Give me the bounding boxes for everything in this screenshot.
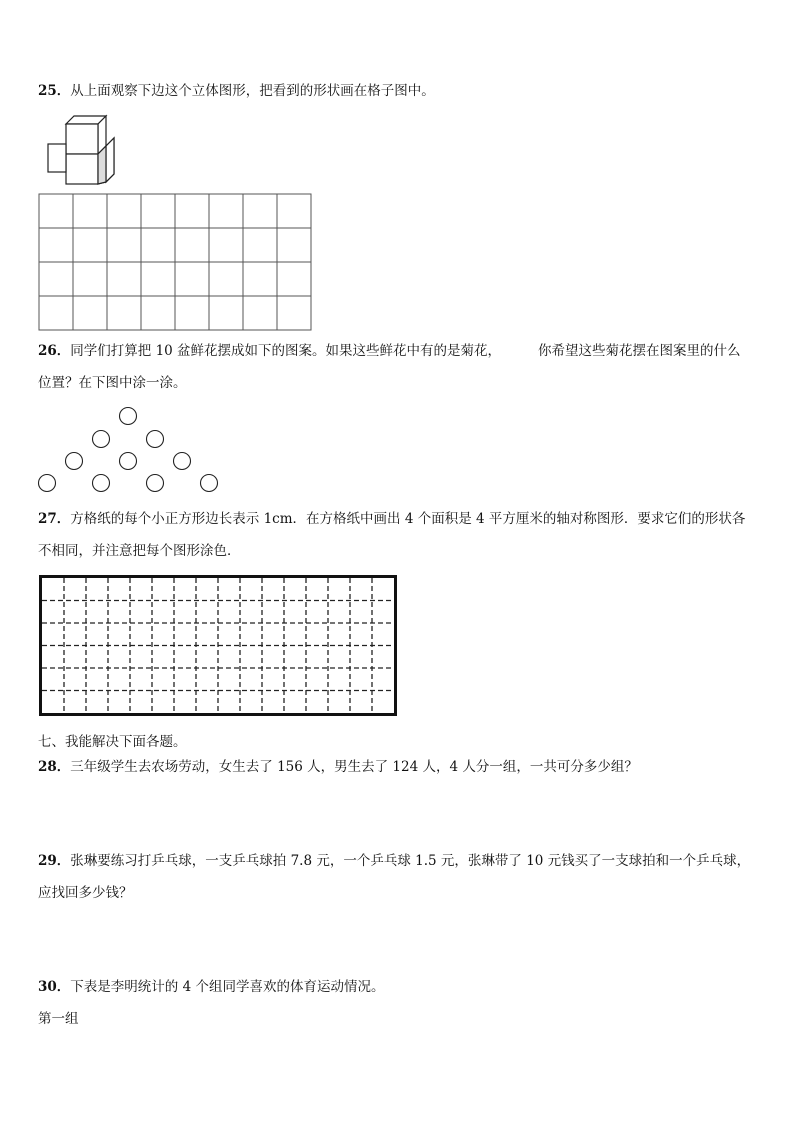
grid-cell[interactable] — [175, 296, 209, 330]
q26-flower-pattern — [30, 402, 230, 498]
grid-cell[interactable] — [39, 262, 73, 296]
grid-cell[interactable] — [243, 228, 277, 262]
grid-cell[interactable] — [73, 194, 107, 228]
flower-pot-circle[interactable] — [93, 431, 110, 448]
q29-number: 29． — [38, 853, 71, 869]
grid-cell[interactable] — [243, 296, 277, 330]
grid-cell[interactable] — [209, 228, 243, 262]
q25-grid[interactable] — [39, 194, 311, 330]
grid-cell[interactable] — [277, 262, 311, 296]
flower-pot-circle[interactable] — [120, 408, 137, 425]
q25-text: 从上面观察下边这个立体图形，把看到的形状画在格子图中。 — [70, 83, 435, 99]
grid-cell[interactable] — [243, 262, 277, 296]
q30-prompt — [38, 978, 384, 996]
grid-cell[interactable] — [277, 296, 311, 330]
flower-pot-circle[interactable] — [147, 431, 164, 448]
q30-number: 30． — [38, 979, 71, 995]
grid-cell[interactable] — [277, 194, 311, 228]
grid-cell[interactable] — [107, 228, 141, 262]
q26-prompt-line1-b: 你希望这些菊花摆在图案里的什么 — [538, 343, 741, 359]
grid-cell[interactable] — [39, 228, 73, 262]
grid-cell[interactable] — [39, 194, 73, 228]
grid-cell[interactable] — [209, 262, 243, 296]
grid-cell[interactable] — [243, 194, 277, 228]
q25-prompt — [38, 82, 435, 100]
q27-dashed-grid-paper[interactable] — [39, 575, 399, 718]
q26-prompt-line2: 位置？在下图中涂一涂。 — [38, 375, 187, 391]
q30-text: 下表是李明统计的 4 个组同学喜欢的体育运动情况。 — [70, 979, 385, 995]
q26-prompt-line1 — [38, 342, 501, 360]
flower-pot-circle[interactable] — [120, 453, 137, 470]
flower-pot-circle[interactable] — [66, 453, 83, 470]
q29-text: 张琳要练习打乒乓球，一支乒乓球拍 7.8 元，一个乒乓球 1.5 元，张琳带了 10 元钱买了一支球拍和一个乒乓球， — [70, 853, 751, 869]
q27-text: 方格纸的每个小正方形边长表示 1cm．在方格纸中画出 4 个面积是 4 平方厘米的轴对称图形．要求它们的形状各 — [70, 511, 746, 527]
grid-cell[interactable] — [141, 296, 175, 330]
q27-prompt-line2: 不相同，并注意把每个图形涂色． — [38, 543, 241, 559]
q27-number: 27． — [38, 511, 71, 527]
grid-cell[interactable] — [141, 228, 175, 262]
grid-cell[interactable] — [175, 262, 209, 296]
grid-cell[interactable] — [39, 296, 73, 330]
flower-pot-circle[interactable] — [147, 475, 164, 492]
grid-cell[interactable] — [107, 194, 141, 228]
q29-prompt-line1 — [38, 852, 750, 870]
q28-text: 三年级学生去农场劳动，女生去了 156 人，男生去了 124 人，4 人分一组，一共可分多少组？ — [70, 759, 638, 775]
q30-sub-heading: 第一组 — [38, 1011, 79, 1027]
grid-cell[interactable] — [107, 262, 141, 296]
q26-text-a: 同学们打算把 10 盆鲜花摆成如下的图案。如果这些鲜花中有的是菊花， — [70, 343, 502, 359]
grid-cell[interactable] — [141, 262, 175, 296]
flower-pot-circle[interactable] — [174, 453, 191, 470]
flower-pot-circle[interactable] — [201, 475, 218, 492]
q28-prompt — [38, 758, 638, 776]
q25-cube-figure — [44, 112, 124, 188]
grid-cell[interactable] — [73, 296, 107, 330]
flower-pot-circle[interactable] — [93, 475, 110, 492]
q29-prompt-line2: 应找回多少钱？ — [38, 885, 133, 901]
grid-cell[interactable] — [209, 194, 243, 228]
grid-cell[interactable] — [175, 228, 209, 262]
grid-cell[interactable] — [141, 194, 175, 228]
grid-cell[interactable] — [73, 228, 107, 262]
grid-cell[interactable] — [107, 296, 141, 330]
q25-number: 25． — [38, 83, 71, 99]
q28-number: 28． — [38, 759, 71, 775]
q26-number: 26． — [38, 343, 71, 359]
flower-pot-circle[interactable] — [39, 475, 56, 492]
section7-heading: 七、我能解决下面各题。 — [38, 734, 187, 750]
grid-cell[interactable] — [175, 194, 209, 228]
grid-cell[interactable] — [73, 262, 107, 296]
grid-cell[interactable] — [209, 296, 243, 330]
q27-prompt-line1 — [38, 510, 745, 528]
grid-cell[interactable] — [277, 228, 311, 262]
